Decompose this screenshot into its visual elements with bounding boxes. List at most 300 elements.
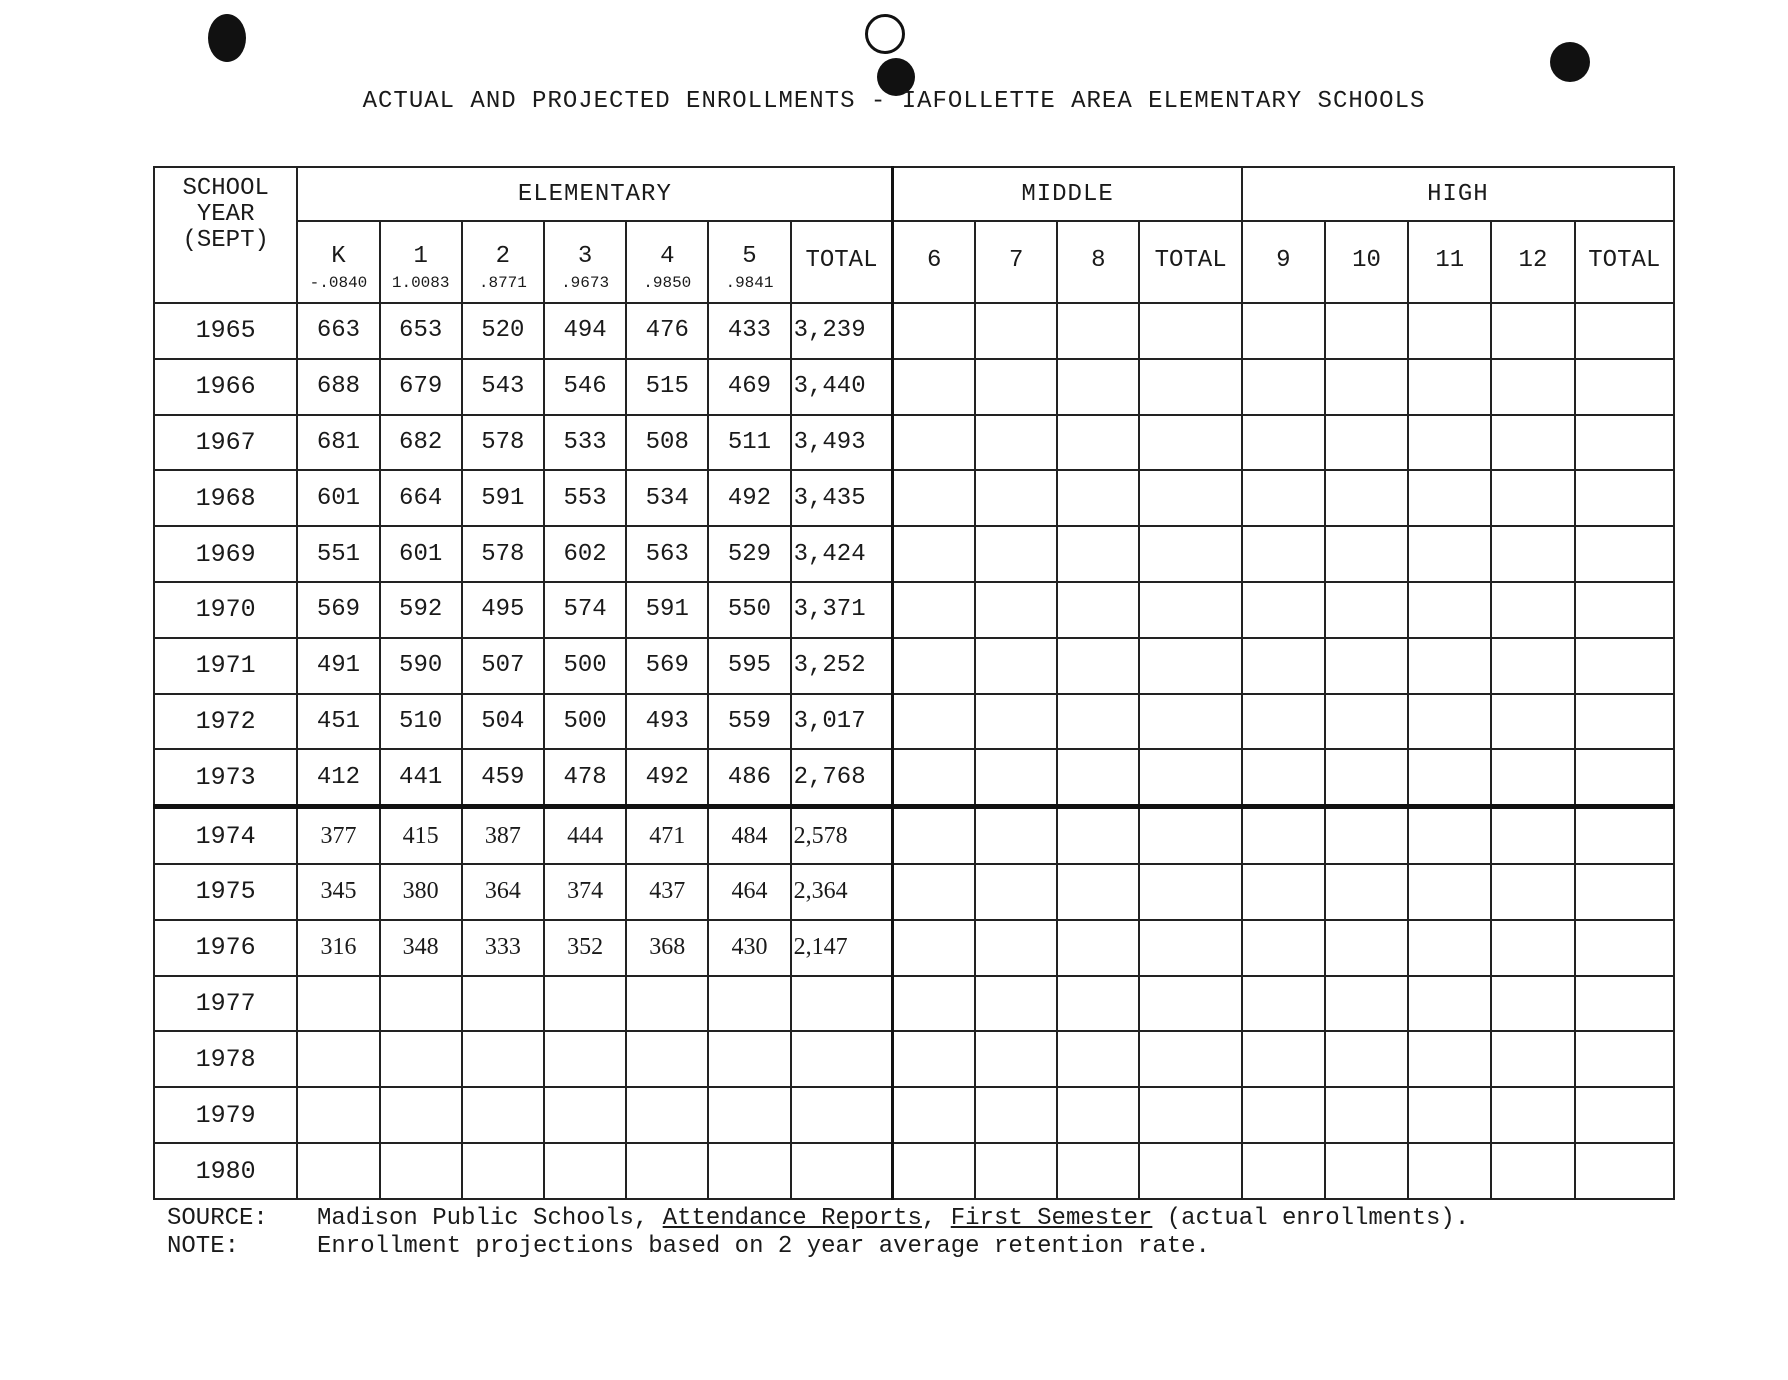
empty-cell: [1057, 415, 1139, 471]
school-year-cell: 1971: [154, 638, 297, 694]
empty-cell: [1408, 864, 1491, 920]
empty-cell: [1325, 470, 1408, 526]
empty-cell: [975, 749, 1057, 806]
enrollment-cell: 601: [380, 526, 462, 582]
enrollment-cell: 688: [297, 359, 379, 415]
enrollment-cell: 444: [544, 807, 626, 864]
enrollment-cell: 504: [462, 694, 544, 750]
empty-cell: [1325, 1031, 1408, 1087]
enrollment-cell: 569: [626, 638, 708, 694]
enrollment-cell: 348: [380, 920, 462, 976]
empty-cell: [893, 415, 975, 471]
empty-cell: [1242, 638, 1325, 694]
empty-cell: [1575, 303, 1674, 359]
enrollment-cell: 493: [626, 694, 708, 750]
elementary-total-cell: 2,768: [791, 749, 893, 806]
empty-cell: [1139, 864, 1241, 920]
enrollment-cell: 387: [462, 807, 544, 864]
col-header-6: 6: [893, 221, 975, 303]
empty-cell: [1057, 526, 1139, 582]
empty-cell: [1325, 582, 1408, 638]
empty-cell: [1325, 359, 1408, 415]
enrollment-cell: 602: [544, 526, 626, 582]
empty-cell: [1575, 470, 1674, 526]
retention-rate-1: 1.0083: [380, 274, 462, 303]
school-year-cell: 1973: [154, 749, 297, 806]
enrollment-cell: 595: [708, 638, 790, 694]
enrollment-cell: 590: [380, 638, 462, 694]
elementary-total-cell: 3,493: [791, 415, 893, 471]
empty-cell: [1575, 359, 1674, 415]
footer: [167, 1205, 1469, 1261]
enrollment-cell: [297, 1031, 379, 1087]
empty-cell: [1575, 1143, 1674, 1199]
elementary-total-cell: 2,147: [791, 920, 893, 976]
empty-cell: [975, 864, 1057, 920]
empty-cell: [1491, 638, 1574, 694]
empty-cell: [1325, 807, 1408, 864]
enrollment-cell: 451: [297, 694, 379, 750]
enrollment-cell: 664: [380, 470, 462, 526]
empty-cell: [975, 1031, 1057, 1087]
empty-cell: [1242, 976, 1325, 1032]
enrollment-cell: 486: [708, 749, 790, 806]
empty-cell: [1491, 920, 1574, 976]
source-text-1: Madison Public Schools,: [317, 1205, 649, 1232]
note-text: Enrollment projections based on 2 year average retention rate.: [317, 1233, 1210, 1260]
empty-cell: [975, 638, 1057, 694]
table-row: [154, 1143, 1674, 1199]
empty-cell: [1139, 415, 1241, 471]
empty-cell: [1139, 749, 1241, 806]
note-line: [167, 1233, 1469, 1261]
empty-cell: [1057, 1087, 1139, 1143]
elementary-total-cell: 3,239: [791, 303, 893, 359]
empty-cell: [975, 694, 1057, 750]
school-year-line-3: (SEPT): [182, 227, 269, 254]
col-header-2: 2: [462, 221, 544, 274]
empty-cell: [975, 807, 1057, 864]
table-row: [154, 415, 1674, 471]
school-year-cell: 1967: [154, 415, 297, 471]
enrollment-cell: 591: [462, 470, 544, 526]
enrollment-cell: 500: [544, 638, 626, 694]
empty-cell: [1057, 976, 1139, 1032]
empty-cell: [975, 359, 1057, 415]
enrollment-cell: 578: [462, 526, 544, 582]
table-row: [154, 526, 1674, 582]
enrollment-cell: 492: [626, 749, 708, 806]
enrollment-cell: [544, 976, 626, 1032]
enrollment-cell: 653: [380, 303, 462, 359]
table-row: [154, 1031, 1674, 1087]
empty-cell: [1242, 1031, 1325, 1087]
enrollment-cell: 601: [297, 470, 379, 526]
empty-cell: [1408, 1143, 1491, 1199]
table-row: [154, 470, 1674, 526]
enrollment-cell: 469: [708, 359, 790, 415]
empty-cell: [1491, 303, 1574, 359]
school-year-cell: 1965: [154, 303, 297, 359]
empty-cell: [1139, 976, 1241, 1032]
empty-cell: [1139, 694, 1241, 750]
enrollment-cell: 364: [462, 864, 544, 920]
enrollment-cell: 495: [462, 582, 544, 638]
empty-cell: [1408, 1031, 1491, 1087]
table-row: [154, 582, 1674, 638]
col-header-3: 3: [544, 221, 626, 274]
enrollment-cell: 494: [544, 303, 626, 359]
empty-cell: [1408, 470, 1491, 526]
enrollment-cell: 430: [708, 920, 790, 976]
source-text-3: ,: [921, 1205, 937, 1232]
school-year-cell: 1966: [154, 359, 297, 415]
elementary-total-cell: [791, 1143, 893, 1199]
empty-cell: [1242, 359, 1325, 415]
empty-cell: [1325, 920, 1408, 976]
enrollment-cell: 464: [708, 864, 790, 920]
school-year-cell: 1977: [154, 976, 297, 1032]
enrollment-cell: 574: [544, 582, 626, 638]
empty-cell: [893, 749, 975, 806]
enrollment-cell: 478: [544, 749, 626, 806]
empty-cell: [1242, 582, 1325, 638]
empty-cell: [1057, 920, 1139, 976]
empty-cell: [1325, 1143, 1408, 1199]
enrollment-cell: 663: [297, 303, 379, 359]
empty-cell: [1491, 526, 1574, 582]
empty-cell: [1139, 1143, 1241, 1199]
enrollment-cell: [708, 976, 790, 1032]
empty-cell: [975, 920, 1057, 976]
empty-cell: [1408, 638, 1491, 694]
enrollment-cell: 471: [626, 807, 708, 864]
enrollment-cell: 592: [380, 582, 462, 638]
empty-cell: [1325, 1087, 1408, 1143]
empty-cell: [1325, 694, 1408, 750]
enrollment-cell: [462, 1031, 544, 1087]
empty-cell: [1491, 470, 1574, 526]
empty-cell: [893, 920, 975, 976]
note-label: NOTE:: [167, 1233, 240, 1260]
enrollment-cell: 682: [380, 415, 462, 471]
enrollment-cell: 543: [462, 359, 544, 415]
enrollment-cell: 316: [297, 920, 379, 976]
enrollment-cell: 515: [626, 359, 708, 415]
high-header: HIGH: [1242, 167, 1674, 221]
empty-cell: [1139, 359, 1241, 415]
empty-cell: [1242, 303, 1325, 359]
empty-cell: [1325, 864, 1408, 920]
col-header-high-total: TOTAL: [1575, 221, 1674, 303]
empty-cell: [893, 1031, 975, 1087]
source-label: SOURCE:: [167, 1205, 268, 1232]
enrollment-cell: 377: [297, 807, 379, 864]
enrollment-cell: 546: [544, 359, 626, 415]
empty-cell: [1408, 976, 1491, 1032]
enrollment-cell: [380, 976, 462, 1032]
enrollment-cell: [380, 1143, 462, 1199]
empty-cell: [1057, 638, 1139, 694]
empty-cell: [893, 864, 975, 920]
enrollment-cell: 368: [626, 920, 708, 976]
elementary-total-cell: 2,364: [791, 864, 893, 920]
empty-cell: [1139, 582, 1241, 638]
col-header-middle-total: TOTAL: [1139, 221, 1241, 303]
enrollment-cell: 412: [297, 749, 379, 806]
enrollment-cell: 491: [297, 638, 379, 694]
empty-cell: [1139, 303, 1241, 359]
elementary-total-cell: [791, 976, 893, 1032]
empty-cell: [893, 526, 975, 582]
enrollment-cell: 484: [708, 807, 790, 864]
empty-cell: [975, 582, 1057, 638]
table-row: [154, 359, 1674, 415]
empty-cell: [1057, 303, 1139, 359]
enrollment-cell: 441: [380, 749, 462, 806]
elementary-total-cell: 3,424: [791, 526, 893, 582]
enrollment-cell: [297, 1143, 379, 1199]
middle-header: MIDDLE: [893, 167, 1242, 221]
enrollment-cell: [297, 1087, 379, 1143]
enrollment-cell: 533: [544, 415, 626, 471]
empty-cell: [1242, 920, 1325, 976]
elementary-total-cell: 3,440: [791, 359, 893, 415]
empty-cell: [1139, 1087, 1241, 1143]
enrollment-cell: [380, 1031, 462, 1087]
empty-cell: [1408, 694, 1491, 750]
source-line: [167, 1205, 1469, 1233]
empty-cell: [1491, 976, 1574, 1032]
empty-cell: [1242, 864, 1325, 920]
empty-cell: [1575, 864, 1674, 920]
enrollment-table: [153, 166, 1675, 1200]
empty-cell: [1057, 694, 1139, 750]
enrollment-cell: 681: [297, 415, 379, 471]
enrollment-cell: [626, 976, 708, 1032]
empty-cell: [893, 976, 975, 1032]
school-year-cell: 1974: [154, 807, 297, 864]
enrollment-cell: 591: [626, 582, 708, 638]
empty-cell: [893, 694, 975, 750]
school-year-cell: 1969: [154, 526, 297, 582]
empty-cell: [893, 582, 975, 638]
empty-cell: [1057, 1031, 1139, 1087]
elementary-total-cell: 2,578: [791, 807, 893, 864]
empty-cell: [1408, 415, 1491, 471]
school-year-cell: 1976: [154, 920, 297, 976]
col-header-10: 10: [1325, 221, 1408, 303]
empty-cell: [1242, 1087, 1325, 1143]
page-title: ACTUAL AND PROJECTED ENROLLMENTS - IAFOLLETTE AREA ELEMENTARY SCHOOLS: [362, 88, 1426, 115]
table-row: [154, 694, 1674, 750]
col-header-k: K: [297, 221, 379, 274]
enrollment-cell: [462, 976, 544, 1032]
col-header-4: 4: [626, 221, 708, 274]
empty-cell: [975, 976, 1057, 1032]
enrollment-cell: 437: [626, 864, 708, 920]
empty-cell: [893, 470, 975, 526]
col-header-elem-total: TOTAL: [791, 221, 893, 303]
empty-cell: [1575, 920, 1674, 976]
empty-cell: [893, 638, 975, 694]
enrollment-cell: 559: [708, 694, 790, 750]
empty-cell: [1491, 807, 1574, 864]
enrollment-cell: [297, 976, 379, 1032]
empty-cell: [1242, 1143, 1325, 1199]
enrollment-cell: 508: [626, 415, 708, 471]
enrollment-cell: [544, 1087, 626, 1143]
empty-cell: [1325, 976, 1408, 1032]
empty-cell: [1057, 359, 1139, 415]
enrollment-cell: [544, 1143, 626, 1199]
enrollment-cell: [708, 1143, 790, 1199]
empty-cell: [1242, 749, 1325, 806]
empty-cell: [1057, 582, 1139, 638]
empty-cell: [1242, 694, 1325, 750]
source-text-4: First Semester: [950, 1205, 1153, 1232]
empty-cell: [893, 303, 975, 359]
enrollment-cell: [708, 1031, 790, 1087]
empty-cell: [893, 1143, 975, 1199]
empty-cell: [1575, 638, 1674, 694]
enrollment-cell: 529: [708, 526, 790, 582]
enrollment-cell: 500: [544, 694, 626, 750]
empty-cell: [1408, 582, 1491, 638]
empty-cell: [1491, 1031, 1574, 1087]
empty-cell: [975, 1143, 1057, 1199]
empty-cell: [1325, 415, 1408, 471]
empty-cell: [1575, 976, 1674, 1032]
elementary-total-cell: 3,435: [791, 470, 893, 526]
enrollment-cell: 563: [626, 526, 708, 582]
empty-cell: [1242, 415, 1325, 471]
table-row: [154, 976, 1674, 1032]
empty-cell: [1242, 807, 1325, 864]
table-row: [154, 749, 1674, 806]
empty-cell: [1057, 864, 1139, 920]
source-text-2: Attendance Reports: [662, 1205, 922, 1232]
school-year-line-2: YEAR: [196, 201, 255, 228]
table-row: [154, 920, 1674, 976]
empty-cell: [1575, 807, 1674, 864]
empty-cell: [975, 526, 1057, 582]
school-year-cell: 1968: [154, 470, 297, 526]
retention-rate-2: .8771: [462, 274, 544, 303]
source-text-5: (actual enrollments).: [1166, 1205, 1470, 1232]
table-row: [154, 807, 1674, 864]
col-header-12: 12: [1491, 221, 1574, 303]
empty-cell: [1491, 694, 1574, 750]
empty-cell: [1139, 920, 1241, 976]
retention-rate-5: .9841: [708, 274, 790, 303]
empty-cell: [1408, 1087, 1491, 1143]
enrollment-cell: 679: [380, 359, 462, 415]
school-year-header: [154, 167, 297, 303]
empty-cell: [1491, 749, 1574, 806]
empty-cell: [1491, 359, 1574, 415]
empty-cell: [1575, 1031, 1674, 1087]
enrollment-cell: [544, 1031, 626, 1087]
table-body: [154, 303, 1674, 1199]
empty-cell: [975, 1087, 1057, 1143]
empty-cell: [1325, 526, 1408, 582]
empty-cell: [1139, 638, 1241, 694]
elementary-total-cell: 3,252: [791, 638, 893, 694]
empty-cell: [1408, 359, 1491, 415]
enrollment-cell: 578: [462, 415, 544, 471]
empty-cell: [1575, 749, 1674, 806]
elementary-total-cell: [791, 1087, 893, 1143]
enrollment-cell: 415: [380, 807, 462, 864]
col-header-7: 7: [975, 221, 1057, 303]
enrollment-cell: 534: [626, 470, 708, 526]
enrollment-cell: 551: [297, 526, 379, 582]
enrollment-cell: 433: [708, 303, 790, 359]
empty-cell: [1575, 582, 1674, 638]
empty-cell: [1242, 526, 1325, 582]
enrollment-cell: 510: [380, 694, 462, 750]
col-header-8: 8: [1057, 221, 1139, 303]
school-year-cell: 1980: [154, 1143, 297, 1199]
col-header-11: 11: [1408, 221, 1491, 303]
enrollment-cell: 345: [297, 864, 379, 920]
empty-cell: [975, 470, 1057, 526]
enrollment-cell: [626, 1031, 708, 1087]
empty-cell: [893, 359, 975, 415]
school-year-cell: 1978: [154, 1031, 297, 1087]
enrollment-cell: 511: [708, 415, 790, 471]
retention-rate-4: .9850: [626, 274, 708, 303]
enrollment-cell: [626, 1143, 708, 1199]
enrollment-cell: 520: [462, 303, 544, 359]
retention-rate-3: .9673: [544, 274, 626, 303]
empty-cell: [1575, 415, 1674, 471]
school-year-cell: 1970: [154, 582, 297, 638]
enrollment-cell: 333: [462, 920, 544, 976]
elementary-header: ELEMENTARY: [297, 167, 892, 221]
empty-cell: [1408, 749, 1491, 806]
elementary-total-cell: 3,017: [791, 694, 893, 750]
empty-cell: [1057, 749, 1139, 806]
empty-cell: [1575, 526, 1674, 582]
empty-cell: [1408, 807, 1491, 864]
empty-cell: [1057, 470, 1139, 526]
school-year-cell: 1972: [154, 694, 297, 750]
enrollment-cell: 507: [462, 638, 544, 694]
retention-rate-k: -.0840: [297, 274, 379, 303]
school-year-cell: 1975: [154, 864, 297, 920]
col-header-5: 5: [708, 221, 790, 274]
empty-cell: [1408, 303, 1491, 359]
enrollment-cell: 553: [544, 470, 626, 526]
enrollment-cell: 459: [462, 749, 544, 806]
empty-cell: [975, 303, 1057, 359]
empty-cell: [893, 807, 975, 864]
empty-cell: [1057, 1143, 1139, 1199]
school-year-cell: 1979: [154, 1087, 297, 1143]
enrollment-cell: [708, 1087, 790, 1143]
punch-hole-left: [208, 14, 246, 62]
empty-cell: [1057, 807, 1139, 864]
table-row: [154, 638, 1674, 694]
school-year-line-1: SCHOOL: [182, 175, 269, 202]
col-header-9: 9: [1242, 221, 1325, 303]
table-row: [154, 303, 1674, 359]
empty-cell: [1575, 694, 1674, 750]
col-header-1: 1: [380, 221, 462, 274]
enrollment-cell: 374: [544, 864, 626, 920]
